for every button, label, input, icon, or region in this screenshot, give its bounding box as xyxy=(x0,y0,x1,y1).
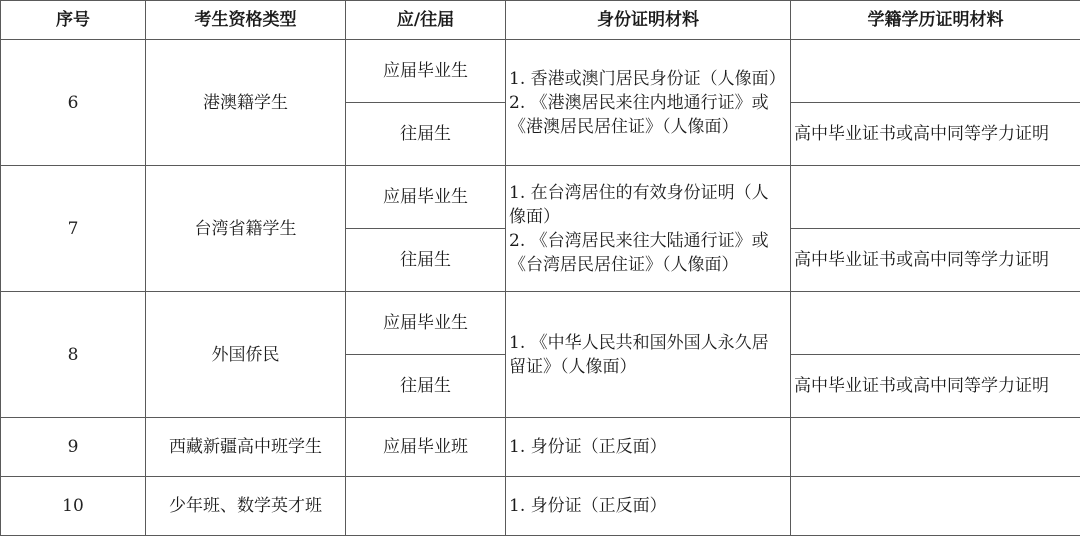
row-6-category: 港澳籍学生 xyxy=(146,40,346,166)
row-9-id-docs: 1. 身份证（正反面） xyxy=(506,418,791,477)
row-7-edu-fresh xyxy=(791,166,1080,229)
row-7-id-line-4: 《台湾居民居住证》（人像面） xyxy=(509,253,788,277)
table-row xyxy=(1,40,1080,103)
row-8-category: 外国侨民 xyxy=(146,292,346,418)
header-grad-status: 应/往届 xyxy=(346,1,506,40)
row-6-id-line-1: 1. 香港或澳门居民身份证（人像面） xyxy=(509,67,788,91)
row-9-edu xyxy=(791,418,1080,477)
row-7-category: 台湾省籍学生 xyxy=(146,166,346,292)
row-8-fresh: 应届毕业生 xyxy=(346,292,506,355)
row-8-edu-past: 高中毕业证书或高中同等学力证明 xyxy=(791,355,1080,418)
row-10-edu xyxy=(791,477,1080,536)
row-9-seq: 9 xyxy=(1,418,146,477)
row-10-seq: 10 xyxy=(1,477,146,536)
header-seq: 序号 xyxy=(1,1,146,40)
row-8-edu-fresh xyxy=(791,292,1080,355)
row-7-id-line-3: 2. 《台湾居民来往大陆通行证》或 xyxy=(509,229,788,253)
row-7-id-line-1: 1. 在台湾居住的有效身份证明（人 xyxy=(509,181,788,205)
header-id-docs: 身份证明材料 xyxy=(506,1,791,40)
row-7-edu-past: 高中毕业证书或高中同等学力证明 xyxy=(791,229,1080,292)
row-6-id-line-3: 《港澳居民居住证》（人像面） xyxy=(509,115,788,139)
header-row xyxy=(1,1,1080,40)
row-6-id-line-2: 2. 《港澳居民来往内地通行证》或 xyxy=(509,91,788,115)
row-6-edu-fresh xyxy=(791,40,1080,103)
row-6-edu-past: 高中毕业证书或高中同等学力证明 xyxy=(791,103,1080,166)
row-8-past: 往届生 xyxy=(346,355,506,418)
row-8-id-docs xyxy=(506,292,791,418)
row-9-grad: 应届毕业班 xyxy=(346,418,506,477)
row-6-id-docs xyxy=(506,40,791,166)
table-row xyxy=(1,477,1080,536)
row-7-id-line-2: 像面） xyxy=(509,205,788,229)
header-edu-docs: 学籍学历证明材料 xyxy=(791,1,1080,40)
row-7-past: 往届生 xyxy=(346,229,506,292)
row-8-id-line-1: 1. 《中华人民共和国外国人永久居 xyxy=(509,331,788,355)
table-row xyxy=(1,292,1080,355)
table-row xyxy=(1,166,1080,229)
row-10-category: 少年班、数学英才班 xyxy=(146,477,346,536)
row-7-seq: 7 xyxy=(1,166,146,292)
row-7-id-docs xyxy=(506,166,791,292)
row-8-seq: 8 xyxy=(1,292,146,418)
row-10-id-docs: 1. 身份证（正反面） xyxy=(506,477,791,536)
row-6-fresh: 应届毕业生 xyxy=(346,40,506,103)
row-6-seq: 6 xyxy=(1,40,146,166)
row-9-category: 西藏新疆高中班学生 xyxy=(146,418,346,477)
header-category: 考生资格类型 xyxy=(146,1,346,40)
row-10-grad xyxy=(346,477,506,536)
table-row xyxy=(1,418,1080,477)
row-6-past: 往届生 xyxy=(346,103,506,166)
row-8-id-line-2: 留证》（人像面） xyxy=(509,355,788,379)
row-7-fresh: 应届毕业生 xyxy=(346,166,506,229)
